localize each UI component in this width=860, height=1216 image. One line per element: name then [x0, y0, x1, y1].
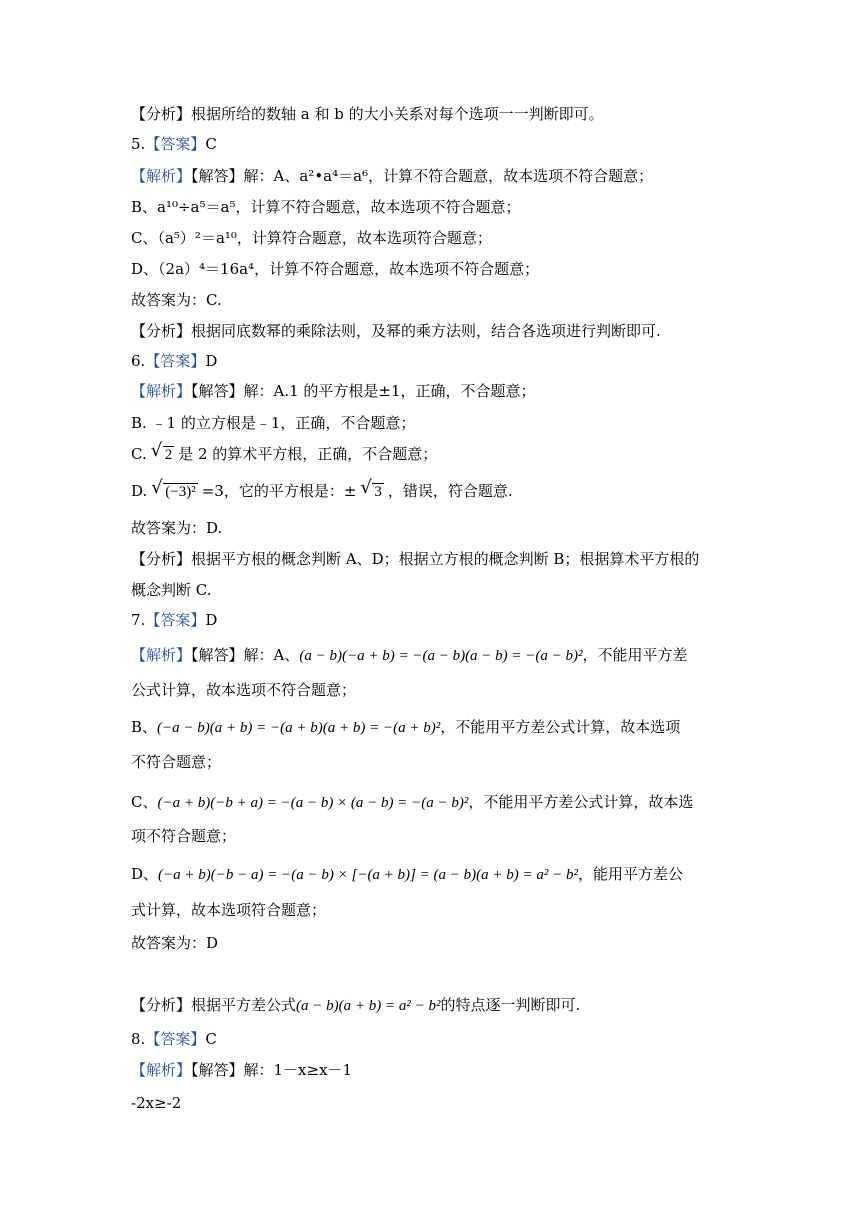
q7-line-b: B、(−a − b)(a + b) = −(a + b)(a + b) = −(a + b)²，不能用平方差公式计算，故本选项 [131, 718, 681, 736]
q7-line-d: D、(−a + b)(−b − a) = −(a − b) × [−(a + b)] = (a − b)(a + b) = a² − b²，能用平方差公 [131, 865, 683, 883]
q6-line-c: C. √ 2 是 2 的算术平方根，正确，不合题意； [131, 440, 438, 463]
q5-line-b: B、a¹⁰÷a⁵＝a⁵，计算不符合题意，故本选项不符合题意； [131, 198, 521, 216]
q7-answer: 7.【答案】D [131, 611, 218, 629]
q6-answer: 6.【答案】D [131, 352, 218, 370]
q6-line-d: D. √ (−3)² =3，它的平方根是：± √ 3 ，错误，符合题意. [131, 477, 513, 500]
q7-line-a2: 公式计算，故本选项不符合题意； [131, 681, 357, 699]
q5-answer: 5.【答案】C [131, 135, 217, 153]
q7-line-d2: 式计算，故本选项符合题意； [131, 901, 327, 919]
q7-line-c2: 项不符合题意； [131, 827, 237, 845]
sqrt-symbol: √ 3 [360, 477, 382, 500]
sqrt-symbol: √ (−3)² [151, 477, 196, 500]
q8-line-2: -2x≥-2 [131, 1094, 182, 1112]
q7-final: 故答案为：D [131, 934, 219, 952]
sqrt-symbol: √ 2 [150, 440, 173, 463]
q4-analysis: 【分析】根据所给的数轴 a 和 b 的大小关系对每个选项一一判断即可。 [131, 105, 604, 123]
q7-line-b2: 不符合题意； [131, 753, 222, 771]
q5-final: 故答案为：C. [131, 291, 222, 309]
q8-line-1: 【解析】【解答】解：1－x≥x－1 [131, 1061, 353, 1079]
q7-line-c: C、(−a + b)(−b + a) = −(a − b) × (a − b) = −(a − b)²，不能用平方差公式计算，故本选 [131, 793, 694, 811]
q5-analysis: 【分析】根据同底数幂的乘除法则，及幂的乘方法则，结合各选项进行判断即可. [131, 322, 661, 340]
q8-answer: 8.【答案】C [131, 1030, 217, 1048]
q7-analysis: 【分析】根据平方差公式(a − b)(a + b) = a² − b²的特点逐一判断即可. [131, 996, 581, 1014]
q7-line-a: 【解析】【解答】解：A、(a − b)(−a + b) = −(a − b)(a − b) = −(a − b)²，不能用平方差 [131, 646, 688, 664]
q5-line-d: D、（2a）⁴＝16a⁴，计算不符合题意，故本选项不符合题意； [131, 260, 540, 278]
q6-final: 故答案为：D. [131, 519, 223, 537]
q6-line-a: 【解析】【解答】解：A.1 的平方根是±1，正确，不合题意； [131, 382, 536, 400]
q6-analysis-2: 概念判断 C. [131, 581, 212, 599]
q5-line-a: 【解析】【解答】解：A、a²•a⁴＝a⁶，计算不符合题意，故本选项不符合题意； [131, 167, 654, 185]
q5-line-c: C、（a⁵）²＝a¹⁰，计算符合题意，故本选项符合题意； [131, 229, 492, 247]
q6-analysis-1: 【分析】根据平方根的概念判断 A、D；根据立方根的概念判断 B；根据算术平方根的 [131, 550, 700, 568]
q6-line-b: B. ﹣1 的立方根是﹣1，正确，不合题意； [131, 414, 416, 432]
